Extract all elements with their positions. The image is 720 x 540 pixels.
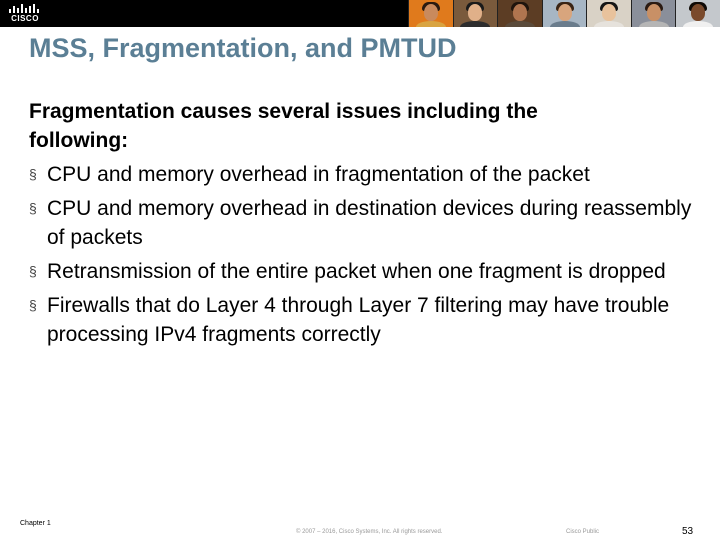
bullet-item [29,291,699,349]
bullet-text: CPU and memory overhead in destination devices during reassembly of packets [47,197,692,249]
intro-text: Fragmentation causes several issues including the following: [29,100,538,152]
header-photo-strip [408,0,720,27]
cisco-bars-icon [8,4,42,14]
person-photo-2 [453,0,498,27]
slide-body [29,97,699,349]
person-photo-3 [497,0,542,27]
bullet-list [29,160,699,349]
bullet-text: Retransmission of the entire packet when one fragment is dropped [47,260,666,283]
footer-copyright: © 2007 – 2016, Cisco Systems, Inc. All rights reserved. [296,529,443,535]
person-photo-6 [631,0,676,27]
bullet-marker-icon: § [29,200,37,216]
bullet-item [29,257,699,286]
footer-classification: Cisco Public [566,529,600,535]
bullet-marker-icon: § [29,263,37,279]
person-photo-7 [675,0,720,27]
bullet-marker-icon: § [29,297,37,313]
cisco-logo-text: CISCO [11,14,39,23]
footer-chapter: Chapter 1 [20,520,51,527]
person-photo-1 [408,0,453,27]
person-photo-5 [586,0,631,27]
page-number: 53 [682,526,694,537]
bullet-text: Firewalls that do Layer 4 through Layer 7 filtering may have trouble processing IPv4 fragments correctly [47,294,670,346]
bullet-text: CPU and memory overhead in fragmentation of the packet [47,163,590,186]
cisco-logo [8,4,42,24]
person-photo-4 [542,0,587,27]
bullet-item [29,194,699,252]
bullet-marker-icon: § [29,166,37,182]
header-bar [0,0,720,27]
bullet-item [29,160,699,189]
slide-title: MSS, Fragmentation, and PMTUD [29,33,457,63]
